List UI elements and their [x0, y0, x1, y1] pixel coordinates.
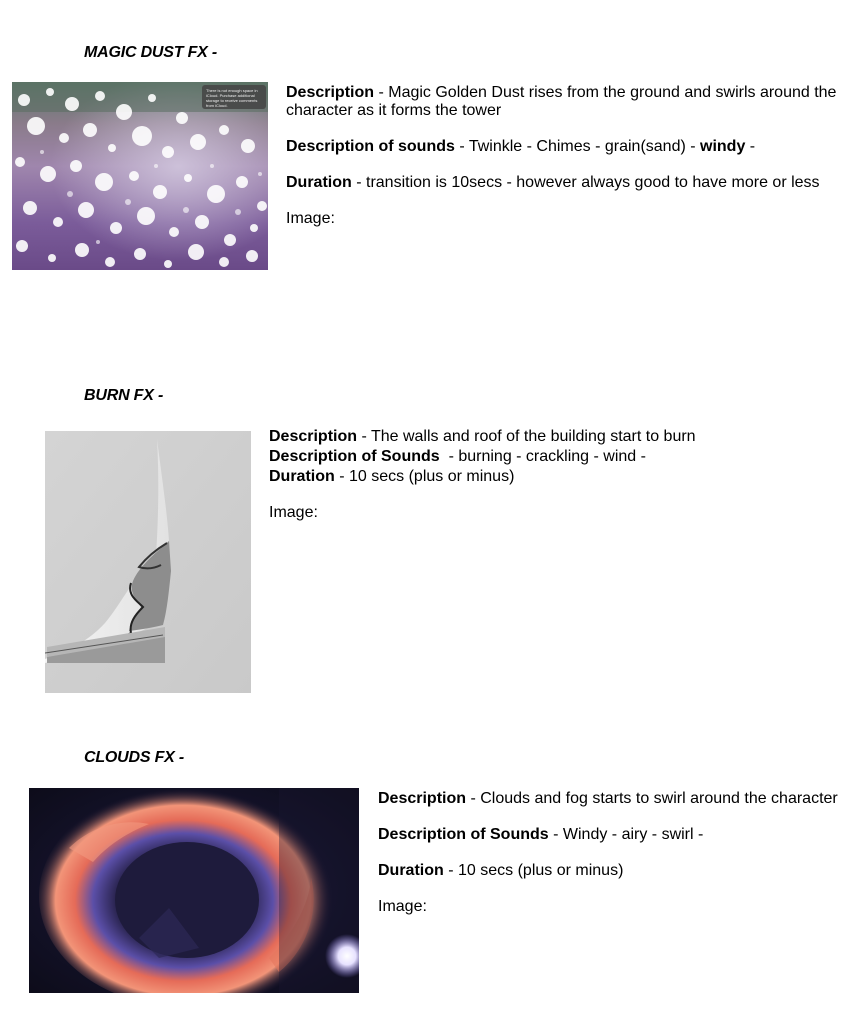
description-text: - The walls and roof of the building start to burn	[357, 428, 696, 445]
description-text: - Clouds and fog starts to swirl around the character	[466, 790, 838, 807]
clouds-details	[378, 790, 848, 916]
sounds-text: - burning - crackling - wind -	[439, 448, 646, 465]
clouds-image	[29, 788, 359, 993]
duration-text: - 10 secs (plus or minus)	[443, 862, 624, 879]
description-text: - Magic Golden Dust rises from the ground and swirls around the character as it forms the tower	[286, 84, 837, 119]
magic-dust-image-label: Image:	[286, 210, 335, 227]
burn-image-label: Image:	[269, 504, 318, 521]
description-label: Description	[378, 790, 467, 807]
description-label: Description	[269, 428, 358, 445]
sounds-label: Description of sounds	[286, 138, 455, 155]
clouds-sounds	[378, 826, 848, 844]
duration-label: Duration	[269, 468, 335, 485]
burn-duration	[269, 468, 849, 486]
clouds-heading: CLOUDS FX -	[84, 749, 185, 766]
duration-label: Duration	[378, 862, 444, 879]
duration-label: Duration	[286, 174, 352, 191]
sounds-tail: -	[745, 138, 756, 155]
magic-dust-details	[286, 84, 846, 228]
sounds-label: Description of Sounds	[378, 826, 549, 843]
magic-dust-sounds	[286, 138, 846, 156]
magic-dust-heading: MAGIC DUST FX -	[84, 44, 217, 61]
burn-description	[269, 428, 849, 446]
duration-text: - 10 secs (plus or minus)	[334, 468, 515, 485]
burn-details	[269, 428, 849, 522]
magic-dust-image	[12, 82, 268, 270]
magic-dust-duration	[286, 174, 846, 192]
description-label: Description	[286, 84, 375, 101]
clouds-duration	[378, 862, 848, 880]
sounds-text: - Windy - airy - swirl -	[548, 826, 704, 843]
burn-heading: BURN FX -	[84, 387, 164, 404]
sounds-bold-tail: windy	[700, 138, 746, 155]
sounds-text: - Twinkle - Chimes - grain(sand) -	[454, 138, 701, 155]
clouds-image-label: Image:	[378, 898, 427, 915]
duration-text: - transition is 10secs - however always good to have more or less	[351, 174, 820, 191]
icloud-storage-notification[interactable]: There is not enough space in iCloud. Purchase additional storage to receive comments from iCloud.	[202, 85, 266, 109]
burn-image	[45, 431, 251, 693]
sounds-label: Description of Sounds	[269, 448, 440, 465]
clouds-description	[378, 790, 848, 808]
burn-sounds	[269, 448, 849, 466]
magic-dust-description	[286, 84, 846, 120]
